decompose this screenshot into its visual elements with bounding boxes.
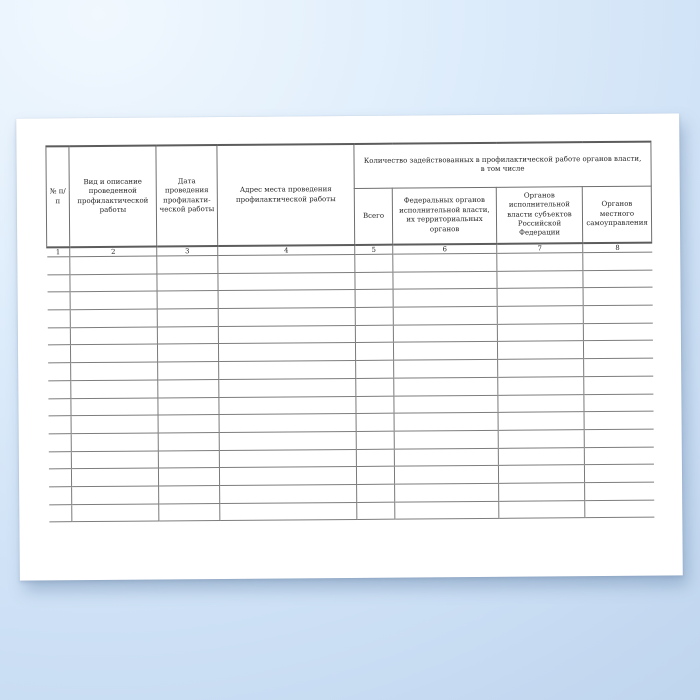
empty-cell [498,412,584,430]
form-page [16,113,683,580]
empty-cell [583,341,652,359]
empty-cell [497,323,583,341]
empty-cell [157,344,218,362]
empty-cell [393,324,497,343]
column-number-4: 4 [218,245,355,256]
empty-cell [357,502,395,520]
empty-cell [498,376,584,394]
empty-cell [355,272,393,290]
empty-cell [583,252,652,270]
column-header-total: Всего [354,188,392,245]
table-row [49,500,654,522]
empty-cell [48,416,71,434]
empty-cell [497,253,583,271]
empty-cell [47,327,70,345]
column-header-federal-bodies: Федеральных органов исполнительной власти, их территориальных органов [392,187,496,245]
empty-cell [355,343,393,361]
empty-cell [71,362,158,380]
empty-cell [157,326,218,344]
empty-cell [584,394,653,412]
empty-cell [395,483,499,502]
table-header [46,142,652,257]
empty-cell [70,274,157,292]
empty-cell [219,467,356,486]
empty-cell [393,253,497,272]
empty-cell [71,398,158,416]
empty-cell [219,414,356,433]
empty-cell [47,292,70,310]
empty-cell [394,395,498,414]
empty-cell [394,448,498,467]
empty-cell [584,376,653,394]
empty-cell [356,431,394,449]
empty-cell [585,500,654,518]
empty-cell [499,500,585,518]
empty-cell [47,310,70,328]
prevention-log-table [45,141,654,523]
empty-cell [583,287,652,305]
empty-cell [71,468,158,486]
empty-cell [70,291,157,309]
empty-cell [583,323,652,341]
column-header-municipal-bodies: Органов местного самоуправления [582,186,651,244]
empty-cell [497,288,583,306]
empty-cell [157,256,218,274]
empty-cell [219,449,356,468]
empty-cell [48,363,71,381]
column-header-address: Адрес места проведения профилактической работы [217,144,355,246]
header-row-main [46,142,651,191]
empty-cell [357,484,395,502]
empty-cell [219,396,356,415]
empty-cell [355,254,393,272]
empty-cell [47,274,70,292]
empty-cell [157,273,218,291]
empty-cell [220,502,357,521]
empty-cell [218,343,355,362]
empty-cell [71,451,158,469]
empty-rows [47,252,654,522]
empty-cell [585,482,654,500]
column-number-6: 6 [393,244,497,254]
empty-cell [583,270,652,288]
empty-cell [498,394,584,412]
empty-cell [393,289,497,308]
empty-cell [584,447,653,465]
group-header-authorities: Количество задействованных в профилактической работе органов власти, в том числе [354,142,651,188]
column-number-2: 2 [70,247,157,257]
empty-cell [394,413,498,432]
empty-cell [218,272,355,291]
empty-cell [157,309,218,327]
empty-cell [49,504,72,522]
column-header-number: № п/п [46,146,70,247]
empty-cell [48,398,71,416]
empty-cell [497,306,583,324]
empty-cell [72,486,159,504]
empty-cell [158,379,219,397]
empty-cell [158,362,219,380]
empty-cell [48,434,71,452]
empty-cell [584,429,653,447]
empty-cell [393,306,497,325]
empty-cell [356,466,394,484]
empty-cell [356,378,394,396]
empty-cell [47,345,70,363]
empty-cell [584,464,653,482]
column-number-7: 7 [497,243,583,253]
empty-cell [356,449,394,467]
empty-cell [393,271,497,290]
empty-cell [584,358,653,376]
empty-cell [71,380,158,398]
empty-cell [498,359,584,377]
empty-cell [158,415,219,433]
empty-cell [498,465,584,483]
column-number-5: 5 [355,245,393,255]
empty-cell [49,487,72,505]
empty-cell [394,430,498,449]
empty-cell [47,257,70,275]
empty-cell [355,307,393,325]
empty-cell [356,396,394,414]
empty-cell [219,431,356,450]
empty-cell [218,254,355,273]
column-number-3: 3 [157,246,218,256]
column-header-date: Дата проведения профилакти-ческой работы [156,145,218,246]
empty-cell [159,485,220,503]
empty-cell [71,415,158,433]
empty-cell [72,504,159,522]
empty-cell [498,447,584,465]
column-number-1: 1 [47,247,70,257]
empty-cell [394,377,498,396]
empty-cell [356,360,394,378]
empty-cell [48,381,71,399]
empty-cell [394,359,498,378]
empty-cell [394,466,498,485]
empty-cell [218,325,355,344]
empty-cell [219,361,356,380]
empty-cell [355,325,393,343]
empty-cell [219,378,356,397]
empty-cell [158,468,219,486]
empty-cell [71,433,158,451]
empty-cell [497,270,583,288]
empty-cell [158,432,219,450]
empty-cell [356,413,394,431]
column-header-work-type: Вид и описание проведенной профилактической работы [69,146,157,248]
empty-cell [157,291,218,309]
empty-cell [355,290,393,308]
empty-cell [218,290,355,309]
empty-cell [70,327,157,345]
empty-cell [499,483,585,501]
empty-cell [395,501,499,520]
empty-cell [220,484,357,503]
empty-cell [584,411,653,429]
empty-cell [158,397,219,415]
empty-cell [48,451,71,469]
empty-cell [70,344,157,362]
empty-cell [393,342,497,361]
column-number-8: 8 [583,243,652,253]
empty-cell [218,308,355,327]
empty-cell [498,430,584,448]
table-wrap [45,141,654,523]
empty-cell [70,309,157,327]
empty-cell [159,503,220,521]
column-header-regional-bodies: Органов исполнительной власти субъектов Российской Федерации [496,186,582,244]
empty-cell [48,469,71,487]
empty-cell [158,450,219,468]
empty-cell [497,341,583,359]
empty-cell [70,256,157,274]
empty-cell [583,305,652,323]
